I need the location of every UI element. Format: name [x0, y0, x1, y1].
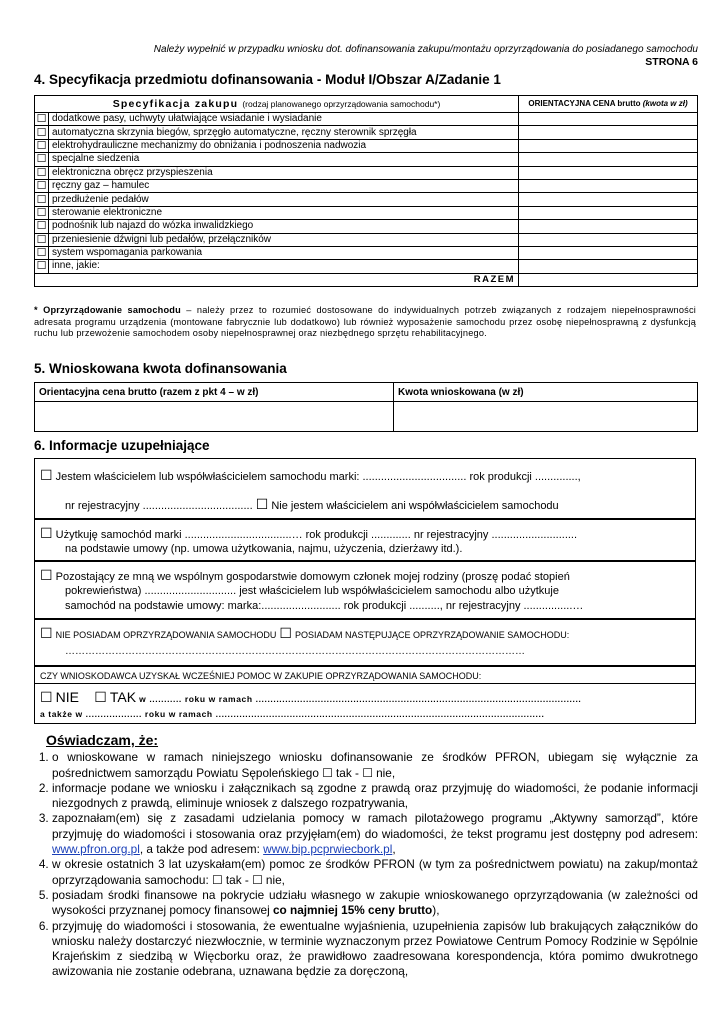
- price-header-note: (kwota w zł): [642, 99, 688, 108]
- no-equipment-label: NIE POSIADAM OPRZYRZĄDOWANIA SAMOCHODU: [55, 630, 277, 640]
- spec-row: [35, 126, 698, 139]
- spec-row-price-input[interactable]: [519, 193, 698, 206]
- requested-amount-input[interactable]: [394, 402, 698, 432]
- statements-section: [34, 733, 698, 980]
- no-equipment-checkbox[interactable]: ☐: [40, 625, 53, 641]
- equipment-box: [34, 618, 696, 666]
- statement-item: 4. w okresie ostatnich 3 lat uzyskałam(em) pomoc ze środków PFRON (w tym za pośrednictwem powiatu) na zakup/montaż oprzyrządowania samochodu: ☐ tak - ☐ nie,: [52, 857, 698, 888]
- statement5-text: posiadam środki finansowe na pokrycie udziału własnego w zakupie wnioskowanego oprzyrządowania (w zależności od wysokości przyznanej pomocy finansowej: [52, 887, 698, 918]
- footnote-label: * Oprzyrządowanie samochodu: [34, 305, 181, 315]
- spec-header-row: [35, 96, 698, 113]
- spec-row-checkbox[interactable]: ☐: [35, 126, 49, 139]
- spec-row-label: elektrohydrauliczne mechanizmy do obniżania i podnoszenia nadwozia: [49, 139, 519, 152]
- spec-row-price-input[interactable]: [519, 113, 698, 126]
- household-box: [34, 560, 696, 620]
- section5-title: 5. Wnioskowana kwota dofinansowania: [34, 361, 287, 376]
- spec-row-label: ręczny gaz – hamulec: [49, 179, 519, 192]
- spec-row-label: przeniesienie dźwigni lub pedałów, przełączników: [49, 233, 519, 246]
- prior-help-question: CZY WNIOSKODAWCA UZYSKAŁ WCZEŚNIEJ POMOC W ZAKUPIE OPRZYRZĄDOWANIA SAMOCHODU:: [40, 671, 482, 681]
- amount-table: [34, 382, 698, 432]
- spec-row: [35, 153, 698, 166]
- statement-item: 1. o wnioskowane w ramach niniejszego wniosku dofinansowanie ze środków PFRON, ubiegam się wyłącznie za pośrednictwem samorządu Powiatu Sępoleńskiego ☐ tak - ☐ nie,: [52, 750, 698, 781]
- has-equipment-checkbox[interactable]: ☐: [279, 625, 292, 641]
- owner-line1: Jestem właścicielem lub współwłaścicielem samochodu marki: .................................. rok produkcji ..............,: [55, 471, 581, 483]
- spec-row-price-input[interactable]: [519, 166, 698, 179]
- spec-row-price-input[interactable]: [519, 260, 698, 273]
- page-number: STRONA 6: [645, 56, 698, 68]
- gross-price-header: Orientacyjna cena brutto (razem z pkt 4 – w zł): [35, 383, 394, 402]
- spec-row-label: specjalne siedzenia: [49, 153, 519, 166]
- prior-tak-checkbox[interactable]: ☐: [94, 689, 107, 705]
- spec-row-price-input[interactable]: [519, 206, 698, 219]
- spec-row: [35, 220, 698, 233]
- spec-row-label: elektroniczna obręcz przyspieszenia: [49, 166, 519, 179]
- prior-help-box: [34, 666, 696, 724]
- statement-item: 6. przyjmuję do wiadomości i stosowania, że ewentualne wyjaśnienia, uzupełnienia zapisów lub brakujących załączników do wniosku należy dostarczyć niezwłocznie, w terminie wyznaczonym przez Powiatowe Centrum Pomocy Rodzinie w Sępólnie Krajeńskim z siedzibą w Więcborku oraz, że prawidłowo zaadresowana korespondencja, która pomimo dwukrotnego awizowania nie zostanie odebrana, uznawana będzie za doręczoną,: [52, 919, 698, 980]
- spec-row: [35, 113, 698, 126]
- spec-row-price-input[interactable]: [519, 233, 698, 246]
- not-owner-checkbox[interactable]: ☐: [255, 496, 269, 512]
- specification-table: [34, 95, 698, 287]
- section4-title: 4. Specyfikacja przedmiotu dofinansowania - Moduł I/Obszar A/Zadanie 1: [34, 72, 501, 87]
- spec-row: [35, 179, 698, 192]
- statement3-text: zapoznałam(em) się z zasadami udzielania pomocy w ramach pilotażowego programu „Aktywny samorząd”, które przyjmuję do wiadomości i stosowania oraz przyjęłam(em) do wiadomości, że tekst programu jest dostępny pod adresem:: [52, 811, 698, 841]
- statement-item: [52, 888, 698, 919]
- spec-row: [35, 233, 698, 246]
- spec-header-cell: [35, 96, 519, 113]
- statement5-bold: co najmniej 15% ceny brutto: [272, 903, 433, 918]
- requested-amount-header: Kwota wnioskowana (w zł): [394, 383, 698, 402]
- statement3-text-b: , a także pod adresem:: [139, 842, 264, 857]
- spec-row: [35, 206, 698, 219]
- total-row: [35, 273, 698, 286]
- owner-checkbox[interactable]: ☐: [40, 467, 53, 483]
- prior-nie-label: NIE: [55, 689, 79, 705]
- spec-row: [35, 260, 698, 273]
- household-line2: pokrewieństwa) .............................. jest właścicielem lub współwłaścicielem samochodu albo użytkuje: [65, 585, 559, 597]
- spec-row-label: inne, jakie:: [49, 260, 519, 273]
- spec-row-checkbox[interactable]: ☐: [35, 113, 49, 126]
- amount-values-row: [35, 402, 698, 432]
- spec-row-label: podnośnik lub najazd do wózka inwalidzkiego: [49, 220, 519, 233]
- spec-row-checkbox[interactable]: ☐: [35, 153, 49, 166]
- equipment-dots[interactable]: …………………………………………………………………………………………………………………………: [65, 646, 525, 657]
- spec-row-checkbox[interactable]: ☐: [35, 139, 49, 152]
- spec-row-price-input[interactable]: [519, 139, 698, 152]
- has-equipment-label: POSIADAM NASTĘPUJĄCE OPRZYRZĄDOWANIE SAMOCHODU:: [295, 630, 570, 640]
- footnote-text: – należy przez to rozumieć dostosowane do indywidualnych potrzeb związanych z rodzajem niepełnosprawności adresata programu urządzenia (montowane fabrycznie lub dodatkowo) lub również wyposażenie samochodu przez osobę niepełnosprawną z dysfunkcją ruchu lub przewożenie samochodem osoby niepełnosprawnej oraz niezbędnego sprzętu rehabilitacyjnego.: [34, 305, 696, 338]
- household-checkbox[interactable]: ☐: [40, 567, 53, 583]
- spec-header-note: (rodzaj planowanego oprzyrządowania samochodu*): [242, 99, 441, 109]
- prior-also-line: a także w ................... roku w ramach ...............................................................................................................: [40, 709, 545, 719]
- spec-row-price-input[interactable]: [519, 246, 698, 259]
- spec-row: [35, 166, 698, 179]
- statement5-end: ),: [432, 903, 440, 918]
- spec-row-checkbox[interactable]: ☐: [35, 220, 49, 233]
- owner-line2: nr rejestracyjny ....................................: [65, 500, 253, 512]
- statements-title: Oświadczam, że:: [46, 732, 159, 748]
- spec-row-label: dodatkowe pasy, uchwyty ułatwiające wsiadanie i wysiadanie: [49, 113, 519, 126]
- household-line1: Pozostający ze mną we wspólnym gospodarstwie domowym członek mojej rodziny (proszę podać stopień: [55, 571, 570, 583]
- spec-row-label: przedłużenie pedałów: [49, 193, 519, 206]
- spec-row-price-input[interactable]: [519, 179, 698, 192]
- spec-row-price-input[interactable]: [519, 153, 698, 166]
- header-note: Należy wypełnić w przypadku wniosku dot. dofinansowania zakupu/montażu oprzyrządowania do posiadanego samochodu: [153, 44, 698, 55]
- ownership-box: [34, 458, 696, 520]
- statement-item: [52, 811, 698, 857]
- spec-row-label: system wspomagania parkowania: [49, 246, 519, 259]
- footnote: [34, 305, 696, 340]
- spec-row-checkbox[interactable]: ☐: [35, 193, 49, 206]
- statement3-text-c: ,: [392, 842, 396, 857]
- spec-header-label: Specyfikacja zakupu: [112, 98, 239, 110]
- spec-row-checkbox[interactable]: ☐: [35, 179, 49, 192]
- statement-item: 2. informacje podane we wniosku i załącznikach są zgodne z prawdą oraz przyjmuję do wiadomości, że podanie informacji niezgodnych z prawdą, eliminuje wniosek z dalszego rozpatrywania,: [52, 781, 698, 812]
- prior-tak-label: TAK: [109, 689, 137, 705]
- spec-row-checkbox[interactable]: ☐: [35, 166, 49, 179]
- spec-row: [35, 246, 698, 259]
- prior-help-divider: [35, 683, 695, 684]
- not-owner-label: Nie jestem właścicielem ani współwłaścicielem samochodu: [271, 500, 559, 512]
- household-line3: samochód na podstawie umowy: marka:.......................... rok produkcji .........., nr rejestracyjny ................…: [65, 600, 584, 612]
- amount-header-row: [35, 383, 698, 402]
- spec-row-price-input[interactable]: [519, 220, 698, 233]
- spec-row-label: sterowanie elektroniczne: [49, 206, 519, 219]
- statements-list: [34, 750, 698, 979]
- spec-row: [35, 139, 698, 152]
- total-label: RAZEM: [35, 273, 519, 286]
- user-checkbox[interactable]: ☐: [40, 525, 53, 541]
- prior-year-line: w ........... roku w ramach ..............................................................................................................: [139, 694, 582, 704]
- bip-link[interactable]: www.bip.pcprwiecbork.pl: [263, 842, 393, 857]
- usage-box: [34, 518, 696, 562]
- user-line2: na podstawie umowy (np. umowa użytkowania, najmu, użyczenia, dzierżawy itd.).: [65, 543, 463, 555]
- pfron-link[interactable]: www.pfron.org.pl: [52, 842, 140, 857]
- spec-row-label: automatyczna skrzynia biegów, sprzęgło automatyczne, ręczny sterownik sprzęgła: [49, 126, 519, 139]
- section6-title: 6. Informacje uzupełniające: [34, 438, 210, 453]
- prior-nie-checkbox[interactable]: ☐: [40, 689, 53, 705]
- price-header-label: ORIENTACYJNA CENA brutto: [528, 99, 641, 108]
- gross-price-input[interactable]: [35, 402, 394, 432]
- spec-row-checkbox[interactable]: ☐: [35, 206, 49, 219]
- spec-row-price-input[interactable]: [519, 126, 698, 139]
- price-header-cell: [519, 96, 698, 113]
- user-line1: Użytkuję samochód marki ...................................… rok produkcji ............. nr rejestracyjny ............................: [55, 529, 578, 541]
- spec-row-checkbox[interactable]: ☐: [35, 246, 49, 259]
- spec-row: [35, 193, 698, 206]
- total-price-input[interactable]: [519, 273, 698, 286]
- spec-row-checkbox[interactable]: ☐: [35, 233, 49, 246]
- spec-row-checkbox[interactable]: ☐: [35, 260, 49, 273]
